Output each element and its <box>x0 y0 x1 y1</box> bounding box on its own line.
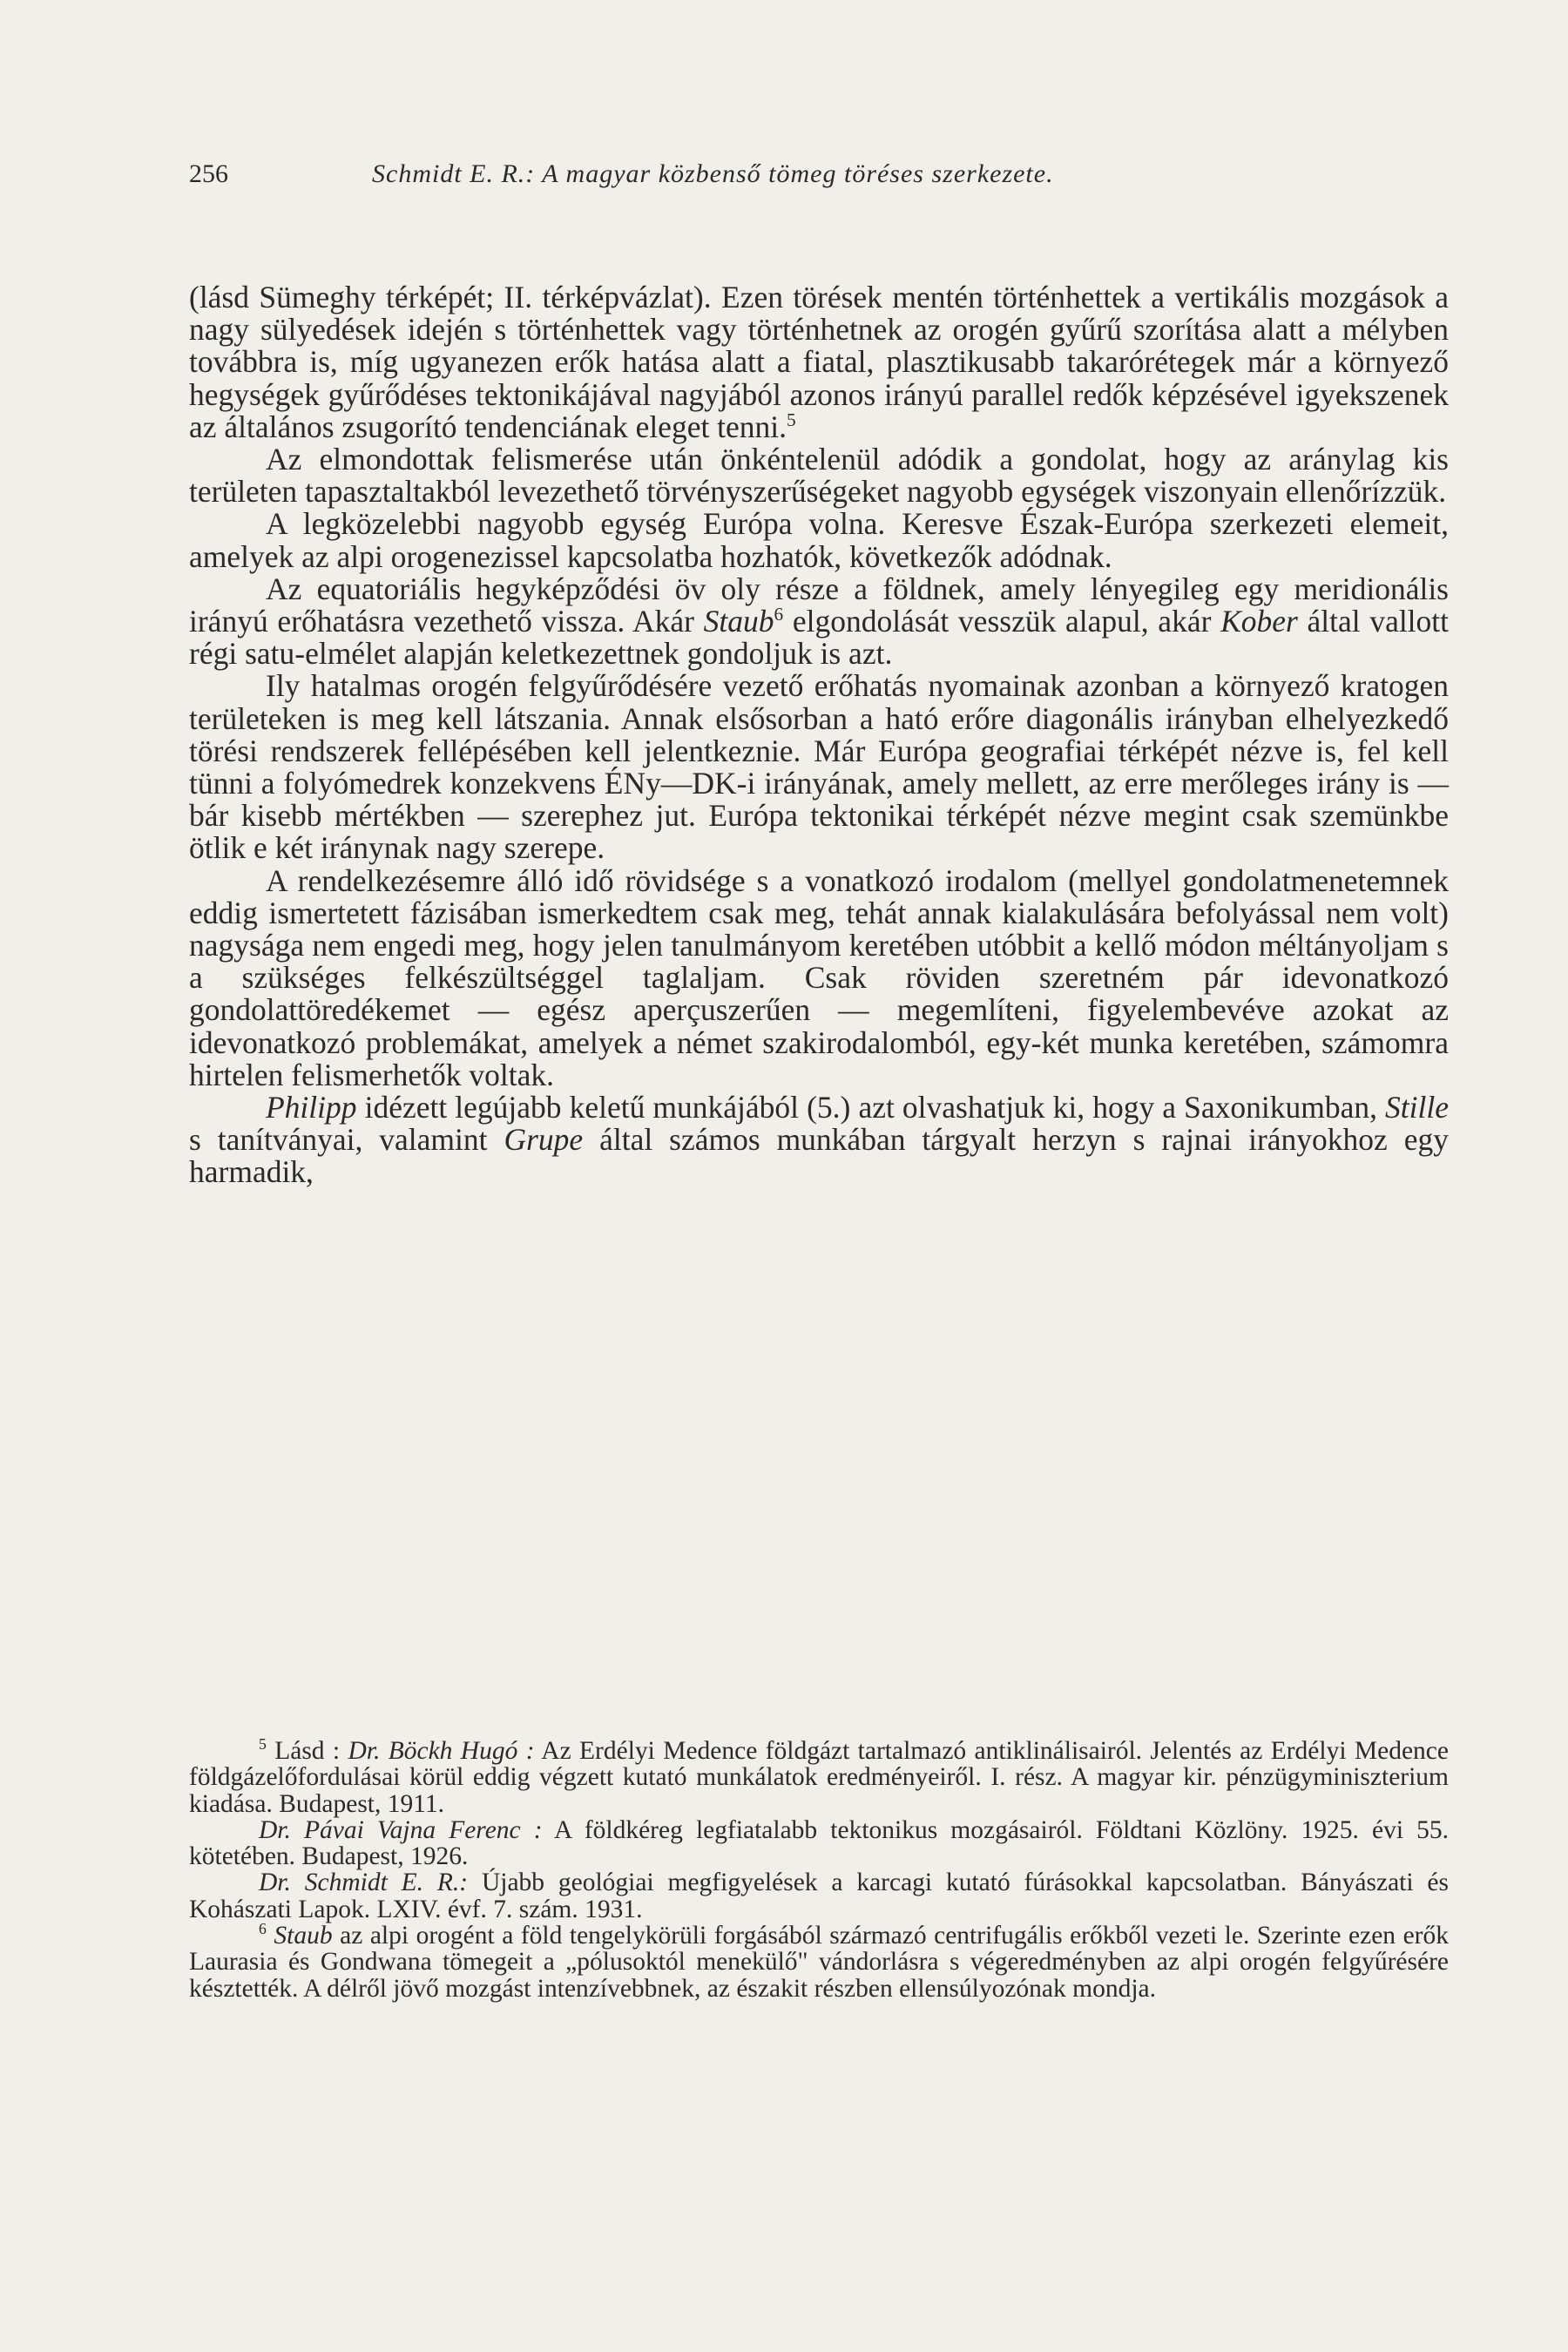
paragraph-6: A rendelkezésemre álló idő rövidsége s a vonatkozó irodalom (mellyel gondolatmenetemnek eddig ismertetett fázisában ismerkedtem csak meg, tehát annak kialakulására befolyással nem volt) nagysága nem engedi meg, hogy jelen tanulmányom keretében utóbbit a kellő módon méltányoljam s a szükséges felkészültséggel taglaljam. Csak röviden szeretném pár idevonatkozó gondolattöredékemet — egész aperçuszerűen — megemlíteni, figyelembevéve azokat az idevonatkozó problemákat, amelyek a német szakirodalomból, egy-két munka keretében, számomra hirtelen felismerhetők voltak. <box>189 862 1449 1092</box>
footnote-5-author-2: Dr. Pávai Vajna Ferenc : <box>259 1815 543 1844</box>
running-title: Schmidt E. R.: A magyar közbenső tömeg töréses szerkezete. <box>372 159 1054 188</box>
page-number: 256 <box>189 159 228 188</box>
footnote-6 <box>189 1920 1450 2003</box>
footnote-5 <box>189 1735 1449 1818</box>
footnote-5-ref-2 <box>189 1817 1449 1870</box>
footnote-5-text-2: A földkéreg legfiatalabb tektonikus mozgásairól. Földtani Közlöny. 1925. évi 55. kötetében. Budapest, 1926. <box>189 1815 1450 1871</box>
author-philipp: Philipp <box>266 1090 357 1125</box>
paragraph-4 <box>189 573 1449 671</box>
paragraph-7-text-c: által számos munkában tárgyalt herzyn s rajnai irányokhoz egy harmadik, <box>189 1122 1449 1190</box>
footnote-5-number: 5 <box>259 1735 267 1754</box>
author-kober: Kober <box>1220 604 1298 639</box>
author-stille: Stille <box>1385 1090 1450 1125</box>
paragraph-3: A legközelebbi nagyobb egység Európa volna. Keresve Észak-Európa szerkezeti elemeit, amelyek az alpi orogenezissel kapcsolatba hozhatók, következők adódnak. <box>189 506 1449 574</box>
paragraph-4-text-b: elgondolását vesszük alapul, akár <box>792 604 1212 639</box>
footnote-ref-5: 5 <box>787 409 796 430</box>
footnotes <box>189 1735 1450 2003</box>
footnote-6-number: 6 <box>259 1920 267 1938</box>
paragraph-1-text: (lásd Sümeghy térképét; II. térképvázlat). Ezen törések mentén történhettek a vertikális mozgások a nagy sülyedések idején s történhettek vagy történhetnek az orogén gyűrű szorítása alatt a mélyben továbbra is, míg ugyanezen erők hatása alatt a fiatal, plasztikusabb takarórétegek már a környező hegységek gyűrődéses tektonikájával nagyjából azonos irányú parallel redők képzésével igyekszenek az általános zsugorító tendenciának eleget tenni. <box>189 280 1449 444</box>
paragraph-7-text-b: s tanítványai, valamint <box>189 1122 488 1158</box>
footnote-5-author-3: Dr. Schmidt E. R.: <box>259 1869 469 1897</box>
footnote-6-author: Staub <box>274 1922 333 1950</box>
body-text <box>189 281 1449 1189</box>
paragraph-4-text-a: Az equatoriális hegyképződési öv oly része a földnek, amely lényegileg egy meridionális irányú erőhatásra vezethető vissza. Akár <box>189 571 1449 639</box>
paragraph-7-text-a: idézett legújabb keletű munkájából (5.) azt olvashatjuk ki, hogy a Saxonikumban, <box>364 1090 1377 1125</box>
paragraph-1 <box>189 281 1449 443</box>
paragraph-7 <box>189 1092 1449 1189</box>
footnote-5-text-3: Újabb geológiai megfigyelések a karcagi kutató fúrásokkal kapcsolatban. Bányászati és Kohászati Lapok. LXIV. évf. 7. szám. 1931. <box>189 1869 1449 1923</box>
footnote-5-ref-3 <box>189 1869 1449 1923</box>
page-header <box>189 157 1409 192</box>
author-grupe: Grupe <box>504 1122 584 1158</box>
footnote-6-text: az alpi orogént a föld tengelykörüli forgásából származó centrifugális erőkből vezeti le. Szerinte ezen erők Laurasia és Gondwana tömegeit a „pólusoktól menekülő" vándorlásra s végeredményben az alpi orogén felgyűrésére késztették. A délről jövő mozgást intenzívebbnek, az északit részben ellensúlyozónak mondja. <box>189 1922 1450 2003</box>
footnote-ref-6: 6 <box>774 604 784 625</box>
author-staub: Staub <box>703 604 774 639</box>
footnote-5-text-1: Az Erdélyi Medence földgázt tartalmazó antiklinálisairól. Jelentés az Erdélyi Medence földgázelőfordulásai körül eddig végzett kutató munkálatok eredményeiről. I. rész. A magyar kir. pénzügyminiszterium kiadása. Budapest, 1911. <box>189 1737 1449 1818</box>
footnote-5-lead: Lásd : <box>274 1737 341 1765</box>
paragraph-5: Ily hatalmas orogén felgyűrődésére vezető erőhatás nyomainak azonban a környező kratogen területeken is meg kell látszania. Annak elsősorban a ható erőre diagonális irányban elhelyezkedő törési rendszerek fellépésében kell jelentkeznie. Már Európa geografiai térképét nézve is, fel kell tünni a folyómedrek konzekvens ÉNy—DK-i irányának, amely mellett, az erre merőleges irány is — bár kisebb mértékben — szerephez jut. Európa tektonikai térképét nézve megint csak szemünkbe ötlik e két iránynak nagy szerepe. <box>189 668 1449 866</box>
paragraph-2: Az elmondottak felismerése után önkéntelenül adódik a gondolat, hogy az aránylag kis területen tapasztaltakból levezethető törvényszerűségeket nagyobb egységek viszonyain ellenőrízzük. <box>189 442 1449 510</box>
paragraph-4-text-c: által vallott régi satu-elmélet alapján keletkezettnek gondoljuk is azt. <box>189 604 1450 672</box>
footnote-5-author-1: Dr. Böckh Hugó : <box>348 1737 535 1765</box>
